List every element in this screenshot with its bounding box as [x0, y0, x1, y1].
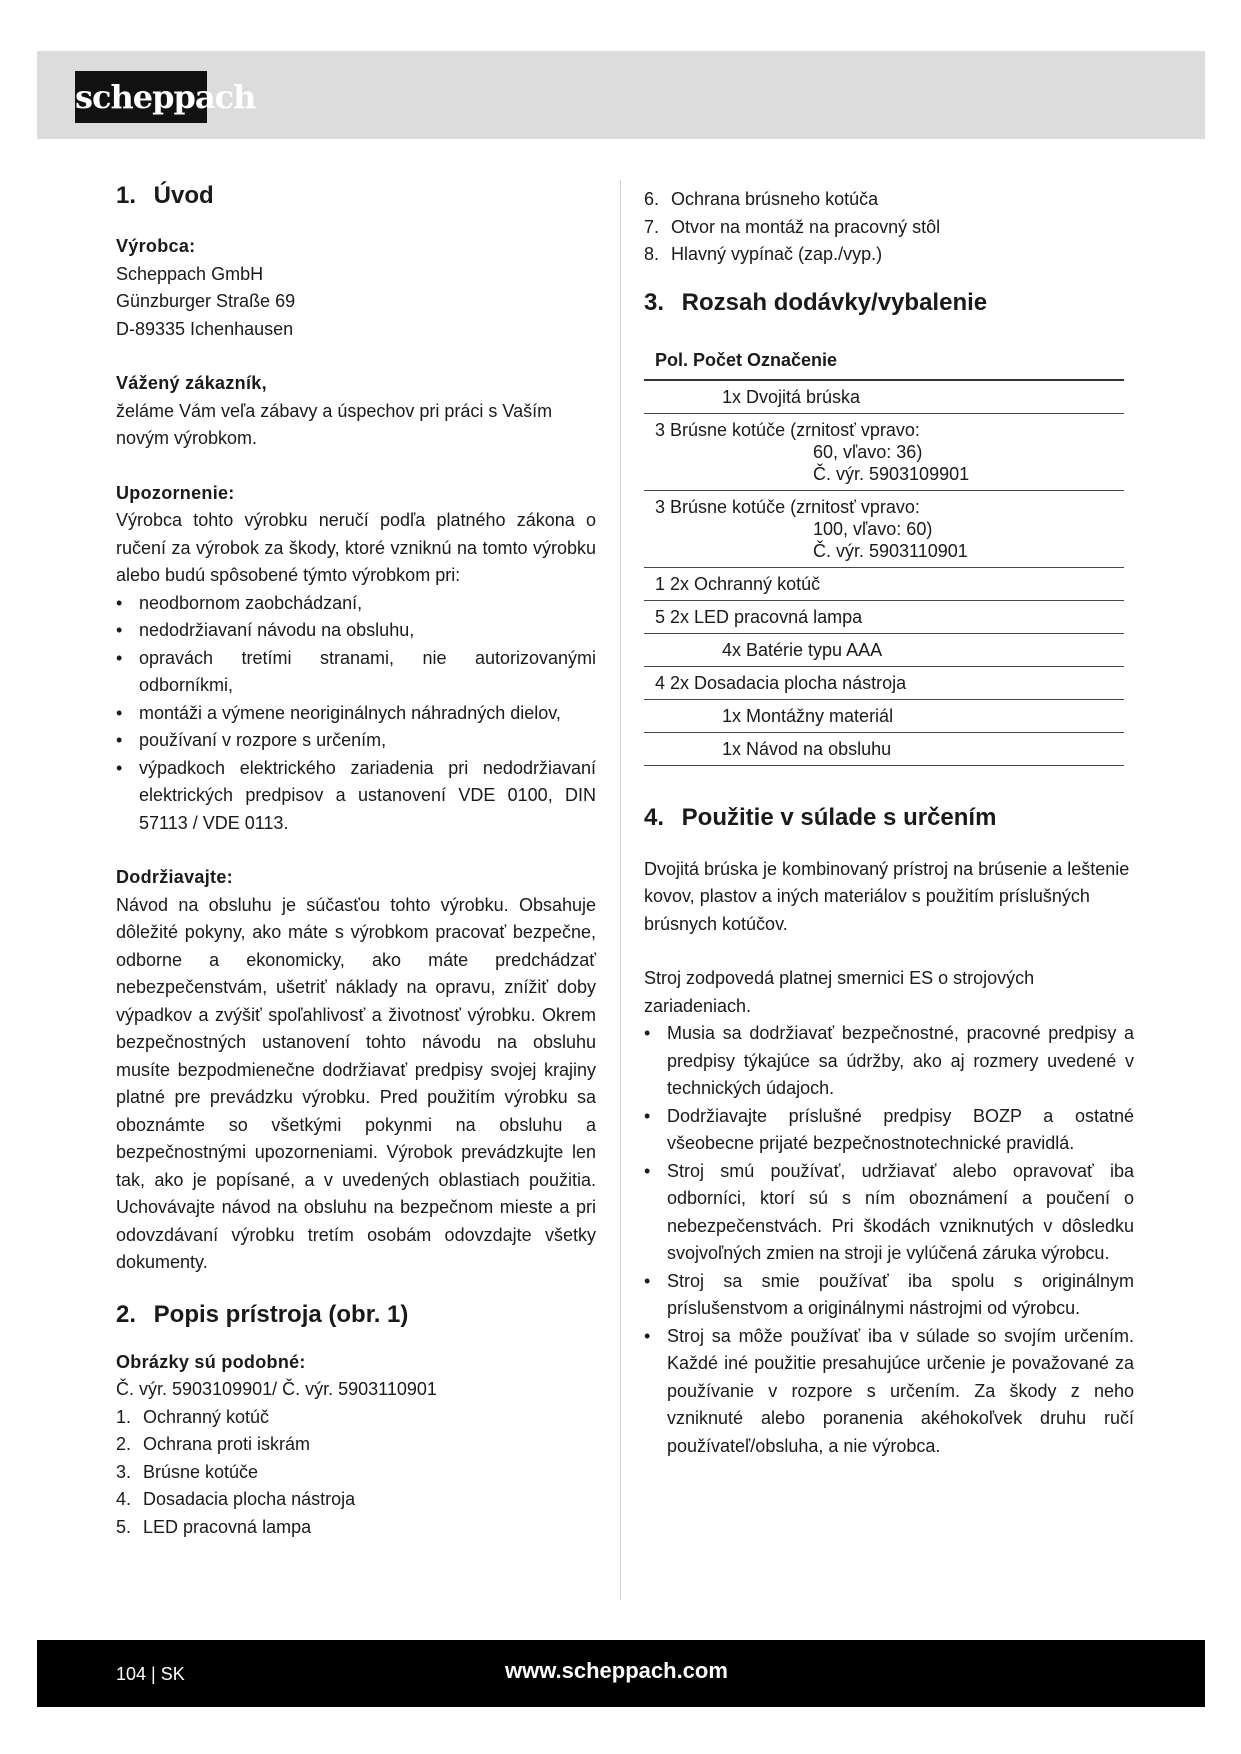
section-title: Úvod [153, 182, 214, 209]
part-label: Otvor na montáž na pracovný stôl [671, 216, 941, 237]
use-bullet: • Stroj smú používať, udržiavať alebo opravovať iba odborníci, ktorí sú s ním oboznámení a poučení o nebezpečenstvách. Pri škodách vzniknutých v dôsledku svojvoľných zmien na stroji je vylúčená záruka výrobcu. [644, 1158, 1134, 1268]
scheppach-logo: scheppach [75, 71, 207, 123]
use-bullet: • Stroj sa môže používať iba v súlade so svojím určením. Každé iné použitie presahujúce určenie je považované za používanie v rozpore s určením. Za škody z neho vzniknuté alebo poranenia akéhokoľvek druhu ručí používateľ/obsluha, a nie výrobca. [644, 1323, 1134, 1461]
header-bar [37, 51, 1205, 139]
notice-bullet: • nedodržiavaní návodu na obsluhu, [116, 617, 596, 645]
customer-text: želáme Vám veľa zábavy a úspechov pri práci s Vaším novým výrobkom. [116, 400, 553, 448]
part-number: 4. [116, 1489, 132, 1509]
manufacturer-line: D-89335 Ichenhausen [116, 318, 294, 339]
section-title: Rozsah dodávky/vybalenie [681, 288, 988, 316]
section-2-heading [116, 1299, 596, 1331]
footer-bar [37, 1640, 1205, 1707]
notice-bullet: • montáži a výmene neoriginálnych náhradných dielov, [116, 700, 596, 728]
part-label: Hlavný vypínač (zap./vyp.) [671, 244, 883, 264]
table-header: Pol. Počet Označenie [644, 341, 1124, 381]
part-item [116, 1404, 596, 1432]
notice-bullet: • výpadkoch elektrického zariadenia pri nedodržiavaní elektrických predpisov a ustanovení VDE 0100, DIN 57113 / VDE 0113. [116, 755, 596, 838]
part-number: 7. [644, 216, 660, 237]
section-title: Použitie v súlade s určením [681, 803, 997, 831]
manufacturer-label: Výrobca: [116, 236, 196, 256]
use-paragraph: Stroj zodpovedá platnej smernici ES o strojových zariadeniach. [644, 968, 1035, 1016]
notice-bullet: • opravách tretími stranami, nie autorizovanými odborníkmi, [116, 645, 596, 700]
similar-label: Obrázky sú podobné: [116, 1351, 306, 1372]
section-title: Popis prístroja (obr. 1) [153, 1300, 409, 1328]
notice-label: Upozornenie: [116, 482, 235, 503]
left-column [116, 180, 596, 1541]
part-item [644, 186, 1134, 214]
part-item [116, 1459, 596, 1487]
observe-label: Dodržiavajte: [116, 867, 233, 887]
row-subtext: 100, vľavo: 60) [813, 518, 933, 539]
part-label: Ochrana proti iskrám [143, 1434, 311, 1454]
row-subtext: Č. výr. 5903109901 [813, 463, 970, 484]
table-row: 4 2x Dosadacia plocha nástroja [644, 667, 1124, 700]
row-text: 3 Brúsne kotúče (zrnitosť vpravo: [655, 496, 920, 517]
notice-text: Výrobca tohto výrobku neručí podľa platného zákona o ručení za výrobok za škody, ktoré vzniknú na tomto výrobku alebo budú spôsobené týmto výrobkom pri: [116, 510, 596, 585]
part-number: 6. [644, 189, 660, 209]
row-subtext: 60, vľavo: 36) [813, 441, 923, 462]
part-label: Ochrana brúsneho kotúča [671, 189, 879, 209]
section-3-heading [644, 287, 1134, 319]
row-subtext: Č. výr. 5903110901 [813, 540, 968, 561]
table-row [644, 414, 1124, 491]
part-label: Dosadacia plocha nástroja [143, 1489, 356, 1509]
customer-label: Vážený zákazník, [116, 373, 267, 393]
part-item [116, 1431, 596, 1459]
table-row: 1x Dvojitá brúska [644, 381, 1124, 414]
row-text: 3 Brúsne kotúče (zrnitosť vpravo: [655, 419, 920, 440]
section-number: 3. [644, 288, 665, 316]
part-label: Brúsne kotúče [143, 1461, 259, 1482]
part-number: 2. [116, 1434, 132, 1454]
use-bullet: • Dodržiavajte príslušné predpisy BOZP a ostatné všeobecne prijaté bezpečnostnotechnické pravidlá. [644, 1103, 1134, 1158]
manufacturer-line: Scheppach GmbH [116, 263, 264, 284]
part-number: 1. [116, 1406, 132, 1427]
table-row: 4x Batérie typu AAA [644, 634, 1124, 667]
use-bullet: • Musia sa dodržiavať bezpečnostné, pracovné predpisy a predpisy týkajúce sa údržby, ako aj rozmery uvedené v technických údajoch. [644, 1020, 1134, 1103]
section-1-heading [116, 180, 596, 212]
use-paragraph: Dvojitá brúska je kombinovaný prístroj na brúsenie a leštenie kovov, plastov a iných materiálov s použitím príslušných brúsnych kotúčov. [644, 858, 1130, 934]
section-number: 4. [644, 803, 665, 831]
notice-bullet: • neodbornom zaobchádzaní, [116, 590, 596, 618]
use-bullet: • Stroj sa smie používať iba spolu s originálnym príslušenstvom a originálnymi nástrojmi od výrobcu. [644, 1268, 1134, 1323]
part-item [644, 241, 1134, 269]
observe-text: Návod na obsluhu je súčasťou tohto výrobku. Obsahuje dôležité pokyny, ako máte s výrobkom pracovať bezpečne, odborne a ekonomicky, ako máte predchádzať nebezpečenstvám, ušetriť náklady na opravu, znížiť doby výpadkov a zvýšiť spoľahlivosť a životnosť výrobku. Okrem bezpečnostných ustanovení tohto návodu na obsluhu musíte bezpodmienečne dodržiavať predpisy svojej krajiny platné pre prevádzku výrobku. Pred použitím výrobku sa oboznámte so všetkými pokynmi na obsluhu a bezpečnostnými upozorneniami. Výrobok prevádzkujte len tak, ako je popísané, a v uvedených oblastiach použitia. Uchovávajte návod na obsluhu na bezpečnom mieste a pri odovzdávaní výrobku tretím osobám odovzdajte všetky dokumenty. [116, 894, 596, 1272]
table-row: 1 2x Ochranný kotúč [644, 568, 1124, 601]
part-label: Ochranný kotúč [143, 1406, 270, 1427]
right-column [644, 186, 1134, 1460]
section-number: 2. [116, 1300, 137, 1328]
article-numbers: Č. výr. 5903109901/ Č. výr. 5903110901 [116, 1379, 437, 1399]
website-link[interactable]: www.scheppach.com [505, 1658, 728, 1683]
manufacturer-line: Günzburger Straße 69 [116, 291, 296, 311]
part-label: LED pracovná lampa [143, 1516, 312, 1537]
part-number: 3. [116, 1461, 132, 1482]
notice-bullet: • používaní v rozpore s určením, [116, 727, 596, 755]
column-divider [620, 180, 621, 1600]
part-item [116, 1514, 596, 1542]
delivery-table [644, 341, 1124, 766]
table-row: 1x Montážny materiál [644, 700, 1124, 733]
table-row: 5 2x LED pracovná lampa [644, 601, 1124, 634]
part-number: 5. [116, 1516, 132, 1537]
part-item [116, 1486, 596, 1514]
part-number: 8. [644, 244, 660, 264]
section-4-heading [644, 802, 1134, 834]
table-row [644, 491, 1124, 568]
section-number: 1. [116, 182, 137, 209]
table-row: 1x Návod na obsluhu [644, 733, 1124, 766]
page-number: 104 | SK [116, 1664, 185, 1684]
part-item [644, 214, 1134, 242]
